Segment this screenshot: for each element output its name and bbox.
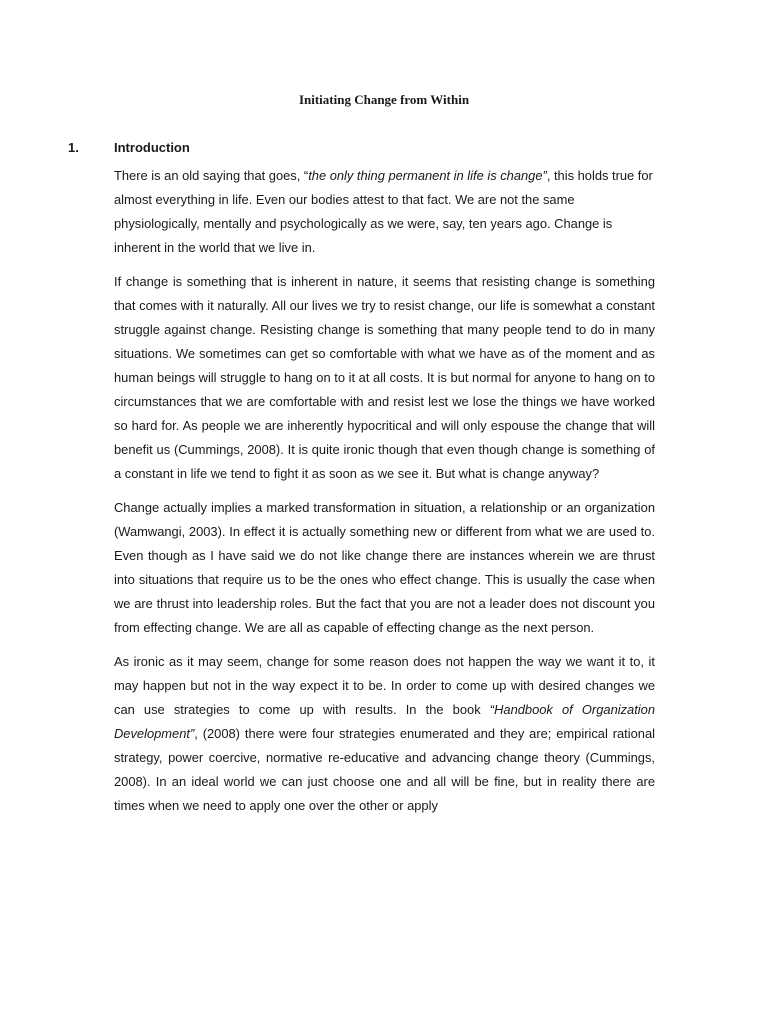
paragraph-1-rest: , this holds true for almost everything in life. Even our bodies attest to that fact. We are not the same physiologically, mentally and psychologically as we were, say, ten years ago. Change is inherent in the world that we live in. — [114, 168, 653, 255]
paragraph-4-rest: , (2008) there were four strategies enumerated and they are; empirical rational strategy, power coercive, normative re-educative and advancing change theory (Cummings, 2008). In an ideal world we can just choose one and all will be fine, but in reality there are times when we need to apply one over the other or apply — [114, 726, 655, 813]
paragraph-1 — [114, 164, 655, 260]
section-heading: Introduction — [114, 140, 190, 155]
book-title: “Handbook of Organization Development” — [114, 702, 655, 741]
paragraph-2: If change is something that is inherent in nature, it seems that resisting change is something that comes with it naturally. All our lives we try to resist change, our life is somewhat a constant struggle against change. Resisting change is something that many people tend to do in many situations. We sometimes can get so comfortable with what we have as of the moment and as human beings will struggle to hang on to it at all costs. It is but normal for anyone to hang on to circumstances that we are comfortable with and resist lest we lose the things we have worked so hard for. As people we are inherently hypocritical and will only espouse the change that will benefit us (Cummings, 2008). It is quite ironic though that even though change is something of a constant in life we tend to fight it as soon as we see it. But what is change anyway? — [114, 274, 655, 481]
quoted-saying: the only thing permanent in life is change” — [308, 168, 547, 183]
paragraph-4 — [114, 650, 655, 818]
body-text — [114, 164, 655, 828]
section-number: 1. — [68, 140, 79, 155]
paragraph-1-lead: There is an old saying that goes, “ — [114, 168, 309, 183]
paragraph-4-lead: As ironic as it may seem, change for some reason does not happen the way we want it to, it may happen but not in the way expect it to be. In order to come up with desired changes we can use strategies to come up with results. In the book — [114, 654, 655, 717]
document-title: Initiating Change from Within — [298, 92, 470, 107]
paragraph-3: Change actually implies a marked transformation in situation, a relationship or an organization (Wamwangi, 2003). In effect it is actually something new or different from what we are used to. Even though as I have said we do not like change there are instances wherein we are thrust into situations that require us to be the ones who effect change. This is usually the case when we are thrust into leadership roles. But the fact that you are not a leader does not discount you from effecting change. We are all as capable of effecting change as the next person. — [114, 500, 655, 635]
